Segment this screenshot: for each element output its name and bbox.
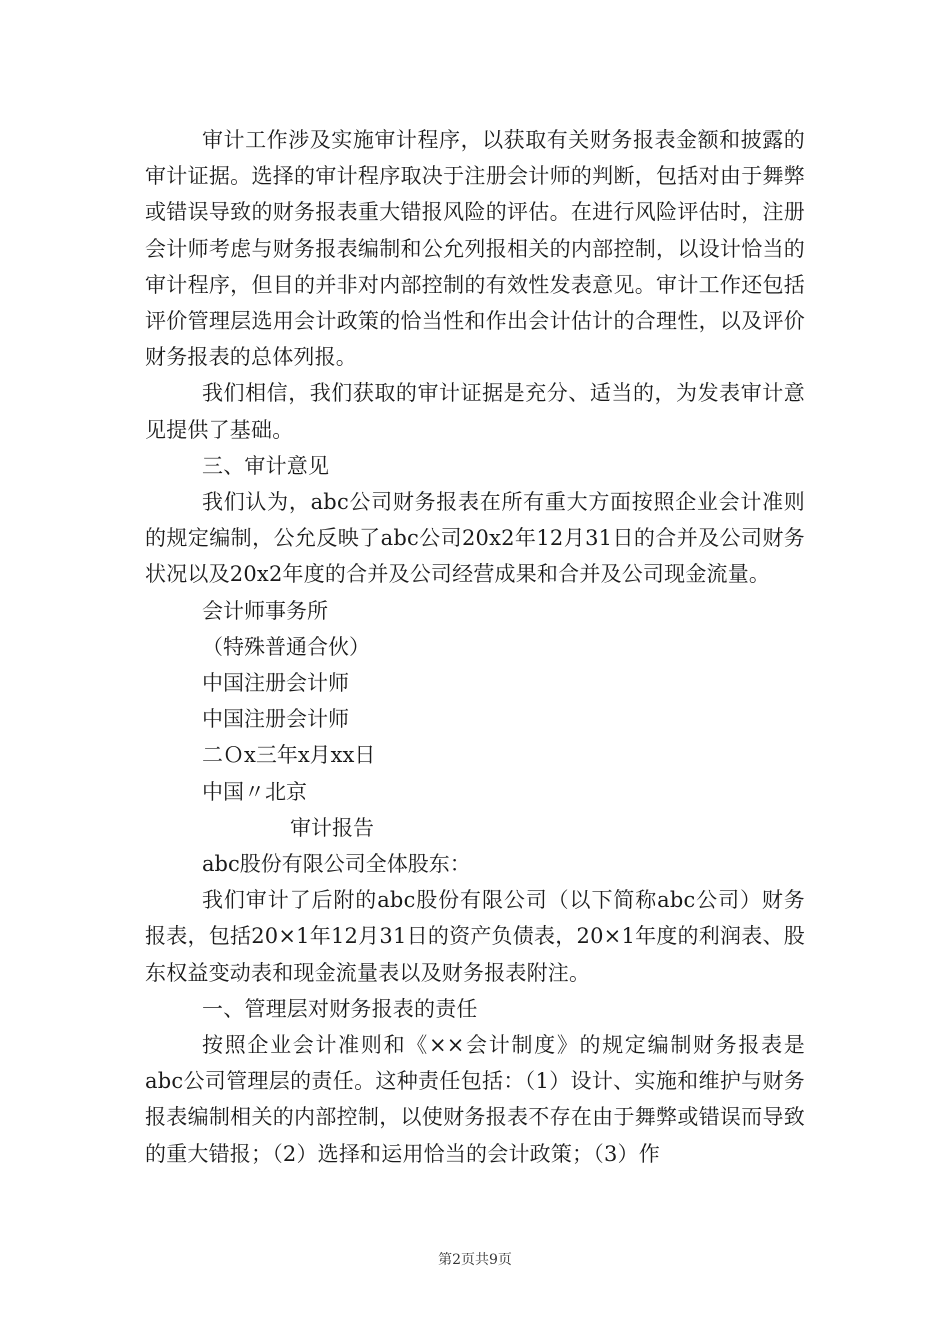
paragraph-audit-work: 审计工作涉及实施审计程序，以获取有关财务报表金额和披露的审计证据。选择的审计程序取决于注册会计师的判断，包括对由于舞弊或错误导致的财务报表重大错报风险的评估。在进行风险评估时，注册会计师考虑与财务报表编制和公允列报相关的内部控制，以设计恰当的审计程序，但目的并非对内部控制的有效性发表意见。审计工作还包括评价管理层选用会计政策的恰当性和作出会计估计的合理性，以及评价财务报表的总体列报。 xyxy=(145,128,805,370)
heading-audit-opinion: 三、审计意见 xyxy=(202,453,330,478)
report-addressee: abc股份有限公司全体股东： xyxy=(202,852,471,877)
signature-date: 二Ｏx三年x月xx日 xyxy=(202,743,376,768)
signature-cpa-2: 中国注册会计师 xyxy=(202,707,349,732)
document-page xyxy=(145,122,805,1172)
section-management-responsibility-body: 按照企业会计准则和《××会计制度》的规定编制财务报表是abc公司管理层的责任。这种责任包括：（1）设计、实施和维护与财务报表编制相关的内部控制，以使财务报表不存在由于舞弊或错误而导致的重大错报；（2）选择和运用恰当的会计政策；（3）作 xyxy=(145,1033,805,1166)
paragraph-opinion: 我们认为，abc公司财务报表在所有重大方面按照企业会计准则的规定编制，公允反映了abc公司20x2年12月31日的合并及公司财务状况以及20x2年度的合并及公司经营成果和合并及公司现金流量。 xyxy=(145,490,805,587)
report-intro: 我们审计了后附的abc股份有限公司（以下简称abc公司）财务报表，包括20×1年12月31日的资产负债表，20×1年度的利润表、股东权益变动表和现金流量表以及财务报表附注。 xyxy=(145,888,805,985)
signature-location: 中国〃北京 xyxy=(202,779,307,804)
section-management-responsibility-title: 一、管理层对财务报表的责任 xyxy=(202,996,478,1021)
page-number: 第2页共9页 xyxy=(438,1252,512,1268)
signature-cpa-1: 中国注册会计师 xyxy=(202,671,349,696)
signature-firm: 会计师事务所 xyxy=(202,598,328,623)
report-title: 审计报告 xyxy=(290,815,374,840)
signature-partnership: （特殊普通合伙） xyxy=(202,634,370,659)
paragraph-audit-evidence: 我们相信，我们获取的审计证据是充分、适当的，为发表审计意见提供了基础。 xyxy=(145,381,805,442)
